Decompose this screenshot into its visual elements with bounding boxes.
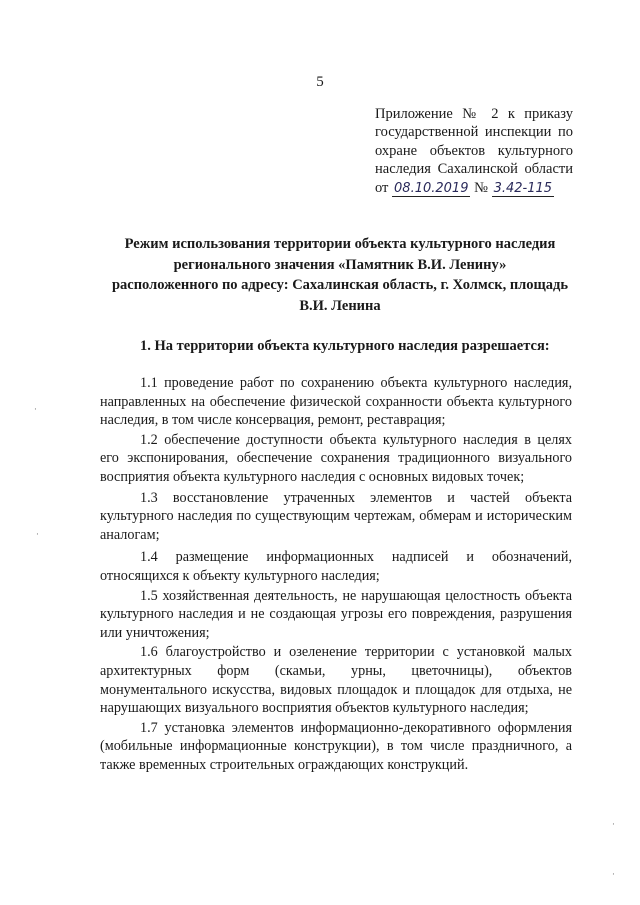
appendix-line: государственной инспекции по xyxy=(375,124,573,141)
handwritten-date: 08.10.2019 xyxy=(394,180,469,196)
scan-margin-mark: · xyxy=(612,820,615,830)
page-number: 5 xyxy=(316,74,324,90)
paragraph-1-7: 1.7 установка элементов информационно-декоративного оформления (мобильные информационные конструкции), в том числе праздничного, а также временных строительных ограждающих конструкций. xyxy=(100,719,572,773)
appendix-line: охране объектов культурного xyxy=(375,142,573,159)
scan-margin-mark: · xyxy=(36,530,39,540)
paragraph-1-1: 1.1 проведение работ по сохранению объекта культурного наследия, направленных на обеспечение физической сохранности объекта культурного наследия, в том числе консервация, ремонт, реставрация; xyxy=(100,375,572,429)
appendix-date-line xyxy=(375,179,573,197)
title-line: Режим использования территории объекта культурного наследия xyxy=(124,236,556,252)
title-line: регионального значения «Памятник В.И. Ленину» xyxy=(173,256,507,273)
paragraph-1-6: 1.6 благоустройство и озеленение территории с установкой малых архитектурных форм (скамьи, урны, цветочницы), объектов монументального искусства, видовых площадок и площадок для отдыха, не нарушающих визуального восприятия объектов культурного наследия; xyxy=(100,644,572,717)
section-heading: 1. На территории объекта культурного наследия разрешается: xyxy=(140,338,550,354)
paragraph-1-3: 1.3 восстановление утраченных элементов и частей объекта культурного наследия по существующим чертежам, обмерам и историческим аналогам; xyxy=(100,489,572,543)
title-line: расположенного по адресу: Сахалинская область, г. Холмск, площадь xyxy=(111,277,569,293)
appendix-line: наследия Сахалинской области xyxy=(375,161,573,178)
document-title xyxy=(110,234,570,316)
title-line: В.И. Ленина xyxy=(299,297,381,314)
handwritten-order-number: 3.42-115 xyxy=(493,180,553,196)
number-prefix: № xyxy=(474,179,488,196)
date-prefix: от xyxy=(375,179,389,196)
paragraph-1-2: 1.2 обеспечение доступности объекта культурного наследия в целях его экспонирования, обеспечение сохранения традиционного визуального восприятия объекта культурного наследия с основных видовых точек; xyxy=(100,431,572,485)
scan-margin-mark: · xyxy=(612,870,615,880)
paragraph-1-4: 1.4 размещение информационных надписей и обозначений, относящихся к объекту культурного наследия; xyxy=(100,549,572,584)
appendix-block xyxy=(375,105,573,197)
appendix-line: Приложение № 2 к приказу xyxy=(375,106,573,122)
scan-margin-mark: · xyxy=(34,405,37,415)
paragraph-1-5: 1.5 хозяйственная деятельность, не нарушающая целостность объекта культурного наследия и не создающая угрозы его повреждения, разрушения или уничтожения; xyxy=(100,587,572,641)
document-body xyxy=(100,374,572,774)
